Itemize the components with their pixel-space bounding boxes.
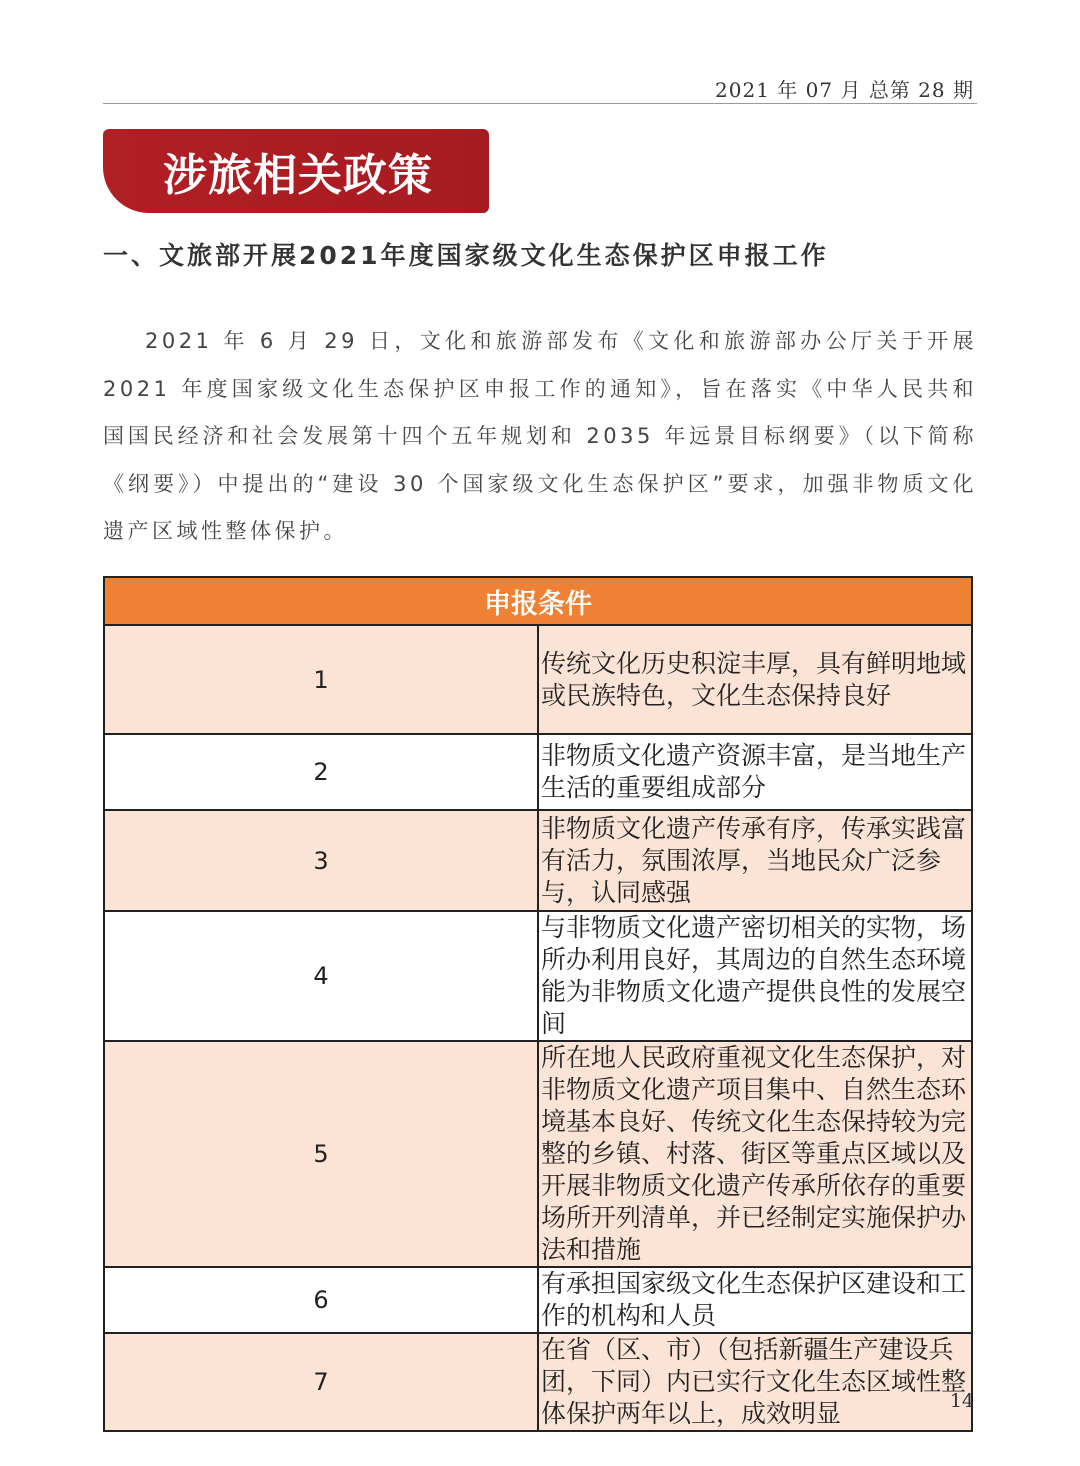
table-row [104, 1333, 972, 1431]
row-number: 4 [104, 911, 538, 1041]
row-number: 5 [104, 1041, 538, 1267]
row-number: 2 [104, 734, 538, 810]
row-text: 传统文化历史积淀丰厚，具有鲜明地域或民族特色，文化生态保持良好 [538, 625, 972, 734]
row-text: 与非物质文化遗产密切相关的实物，场所办利用良好，其周边的自然生态环境能为非物质文化遗产提供良性的发展空间 [538, 911, 972, 1041]
row-number: 7 [104, 1333, 538, 1431]
criteria-table [103, 576, 973, 1432]
table-row [104, 734, 972, 810]
article-paragraph: 2021 年 6 月 29 日，文化和旅游部发布《文化和旅游部办公厅关于开展 2021 年度国家级文化生态保护区申报工作的通知》，旨在落实《中华人民共和国国民经济和社会发展第十四个五年规划和 2035 年远景目标纲要》（以下简称《纲要》）中提出的“建设 30 个国家级文化生态保护区”要求，加强非物质文化遗产区域性整体保护。 [103, 329, 977, 543]
row-number: 3 [104, 810, 538, 911]
section-banner [103, 129, 489, 213]
page-number: 14 [949, 1390, 974, 1412]
row-text: 非物质文化遗产传承有序，传承实践富有活力，氛围浓厚，当地民众广泛参与，认同感强 [538, 810, 972, 911]
row-text: 所在地人民政府重视文化生态保护，对非物质文化遗产项目集中、自然生态环境基本良好、传统文化生态保持较为完整的乡镇、村落、街区等重点区域以及开展非物质文化遗产传承所依存的重要场所开列清单，并已经制定实施保护办法和措施 [538, 1041, 972, 1267]
table-header: 申报条件 [104, 577, 972, 625]
table-row [104, 1041, 972, 1267]
section-title: 涉旅相关政策 [163, 150, 433, 201]
table-row [104, 1267, 972, 1333]
header-divider [103, 103, 977, 104]
table-row [104, 911, 972, 1041]
row-text: 非物质文化遗产资源丰富，是当地生产生活的重要组成部分 [538, 734, 972, 810]
issue-info: 2021 年 07 月 总第 28 期 [715, 78, 974, 102]
row-text: 有承担国家级文化生态保护区建设和工作的机构和人员 [538, 1267, 972, 1333]
table-row [104, 625, 972, 734]
row-number: 1 [104, 625, 538, 734]
table-row [104, 810, 972, 911]
article-heading: 一、文旅部开展2021年度国家级文化生态保护区申报工作 [103, 241, 829, 270]
row-number: 6 [104, 1267, 538, 1333]
row-text: 在省（区、市）（包括新疆生产建设兵团，下同）内已实行文化生态区域性整体保护两年以上，成效明显 [538, 1333, 972, 1431]
